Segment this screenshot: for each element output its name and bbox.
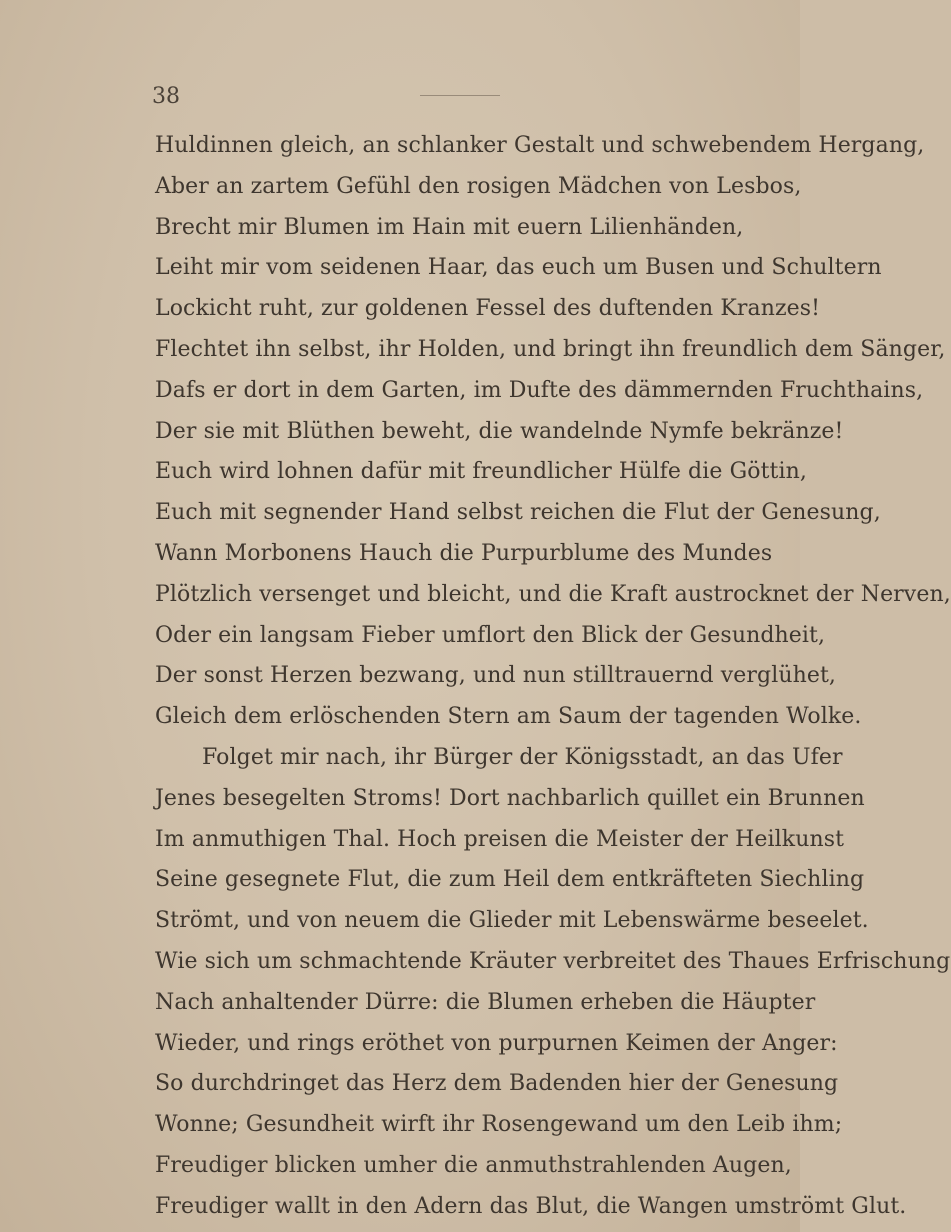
poem-line: Plötzlich versenget und bleicht, und die Kraft austrocknet der Nerven, bbox=[155, 581, 951, 607]
poem-line: Oder ein langsam Fieber umflort den Blick der Gesundheit, bbox=[155, 622, 826, 648]
poem-line: Lockicht ruht, zur goldenen Fessel des duftenden Kranzes! bbox=[155, 296, 821, 322]
poem-line: Im anmuthigen Thal. Hoch preisen die Meister der Heilkunst bbox=[155, 826, 845, 852]
poem-line: Nach anhaltender Dürre: die Blumen erheben die Häupter bbox=[155, 989, 816, 1015]
poem-line: Euch wird lohnen dafür mit freundlicher Hülfe die Göttin, bbox=[155, 459, 807, 485]
poem-line: Strömt, und von neuem die Glieder mit Lebenswärme beseelet. bbox=[155, 908, 869, 934]
poem-line: Flechtet ihn selbst, ihr Holden, und bringt ihn freundlich dem Sänger, bbox=[155, 336, 946, 362]
poem-line: Wonne; Gesundheit wirft ihr Rosengewand um den Leib ihm; bbox=[155, 1112, 843, 1138]
poem-text bbox=[155, 126, 951, 1228]
poem-line: Wieder, und rings eröthet von purpurnen Keimen der Anger: bbox=[155, 1030, 838, 1056]
poem-line: So durchdringet das Herz dem Badenden hier der Genesung bbox=[155, 1071, 839, 1097]
poem-line: Der sie mit Blüthen beweht, die wandelnde Nymfe bekränze! bbox=[155, 418, 844, 444]
poem-line: Freudiger blicken umher die anmuthstrahlenden Augen, bbox=[155, 1152, 792, 1178]
poem-line: Wann Morbonens Hauch die Purpurblume des Mundes bbox=[155, 540, 773, 566]
poem-line: Der sonst Herzen bezwang, und nun stilltrauernd verglühet, bbox=[155, 663, 837, 689]
header-rule bbox=[420, 95, 500, 96]
poem-line: Folget mir nach, ihr Bürger der Königsstadt, an das Ufer bbox=[202, 744, 843, 770]
poem-line: Gleich dem erlöschenden Stern am Saum der tagenden Wolke. bbox=[155, 704, 862, 730]
poem-line: Leiht mir vom seidenen Haar, das euch um Busen und Schultern bbox=[155, 255, 882, 281]
page-number: 38 bbox=[152, 84, 180, 109]
poem-line: Huldinnen gleich, an schlanker Gestalt und schwebendem Hergang, bbox=[155, 133, 925, 158]
poem-line: Jenes besegelten Stroms! Dort nachbarlich quillet ein Brunnen bbox=[155, 785, 865, 811]
poem-line: Dafs er dort in dem Garten, im Dufte des dämmernden Fruchthains, bbox=[155, 377, 924, 403]
poem-line: Wie sich um schmachtende Kräuter verbreitet des Thaues Erfrischung bbox=[155, 948, 951, 974]
poem-line: Euch mit segnender Hand selbst reichen die Flut der Genesung, bbox=[155, 500, 881, 526]
poem-line: Brecht mir Blumen im Hain mit euern Lilienhänden, bbox=[155, 214, 744, 240]
poem-line: Aber an zartem Gefühl den rosigen Mädchen von Lesbos, bbox=[155, 173, 802, 199]
poem-line: Freudiger wallt in den Adern das Blut, die Wangen umströmt Glut. bbox=[155, 1193, 907, 1219]
poem-line: Seine gesegnete Flut, die zum Heil dem entkräfteten Siechling bbox=[155, 867, 865, 893]
